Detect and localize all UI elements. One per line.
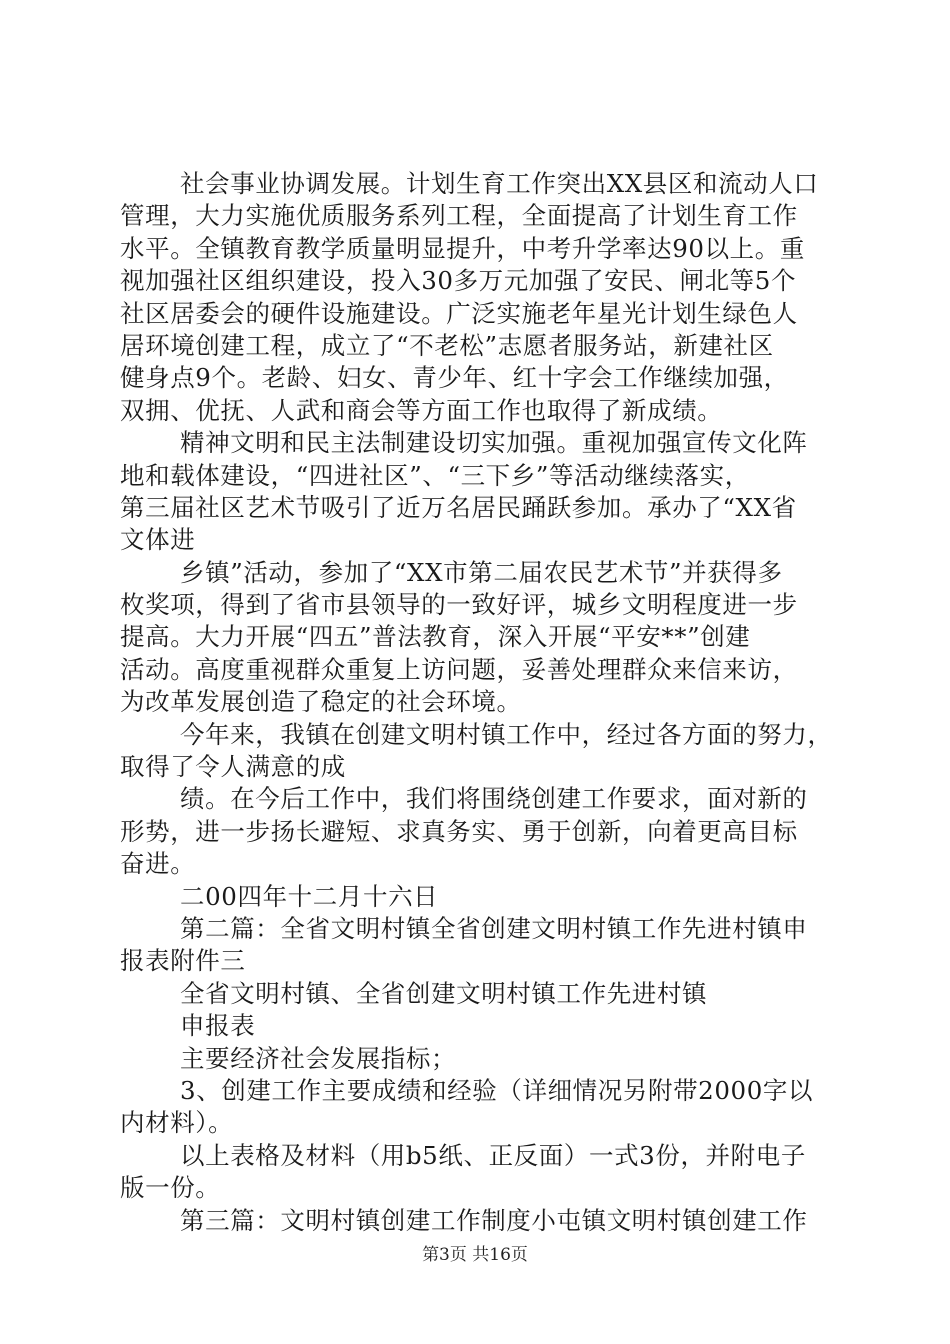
text-line: 乡镇”活动，参加了“XX市第二届农民艺术节”并获得多 xyxy=(180,557,783,587)
text-line: 形势，进一步扬长避短、求真务实、勇于创新，向着更高目标 xyxy=(120,816,798,846)
text-line: 文体进 xyxy=(120,525,196,555)
document-body xyxy=(120,168,840,1237)
text-line: 第三届社区艺术节吸引了近万名居民踊跃参加。承办了“XX省 xyxy=(120,492,797,522)
text-line: 社区居委会的硬件设施建设。广泛实施老年星光计划生绿色人 xyxy=(120,298,798,328)
text-line: 申报表 xyxy=(180,1011,256,1041)
text-line: 社会事业协调发展。计划生育工作突出XX县区和流动人口 xyxy=(180,169,819,198)
text-line: 健身点9个。老龄、妇女、青少年、红十字会工作继续加强， xyxy=(120,363,789,393)
text-line: 3、创建工作主要成绩和经验（详细情况另附带2000字以 xyxy=(180,1075,814,1105)
page-footer: 第3页 共16页 xyxy=(422,1245,528,1265)
text-line: 今年来，我镇在创建文明村镇工作中，经过各方面的努力， xyxy=(180,719,833,749)
text-line: 取得了令人满意的成 xyxy=(120,752,346,782)
text-line: 主要经济社会发展指标； xyxy=(180,1043,457,1073)
text-line: 全省文明村镇、全省创建文明村镇工作先进村镇 xyxy=(180,978,708,1008)
text-line: 居环境创建工程，成立了“不老松”志愿者服务站，新建社区 xyxy=(120,330,774,360)
text-line: 地和载体建设，“四进社区”、“三下乡”等活动继续落实， xyxy=(120,460,750,490)
text-line: 第二篇：全省文明村镇全省创建文明村镇工作先进村镇申 xyxy=(180,913,808,943)
text-line: 以上表格及材料（用b5纸、正反面）一式3份，并附电子 xyxy=(180,1140,806,1170)
text-line: 精神文明和民主法制建设切实加强。重视加强宣传文化阵 xyxy=(180,428,808,458)
text-line: 奋进。 xyxy=(120,849,196,879)
text-line: 枚奖项，得到了省市县领导的一致好评，城乡文明程度进一步 xyxy=(120,590,798,620)
text-line: 提高。大力开展“四五”普法教育，深入开展“平安**”创建 xyxy=(120,622,751,652)
text-line: 第三篇：文明村镇创建工作制度小屯镇文明村镇创建工作 xyxy=(180,1205,808,1235)
text-line: 报表附件三 xyxy=(120,946,246,976)
text-line: 内材料）。 xyxy=(120,1108,234,1138)
text-line: 活动。高度重视群众重复上访问题，妥善处理群众来信来访， xyxy=(120,654,798,684)
text-line: 为改革发展创造了稳定的社会环境。 xyxy=(120,687,522,717)
text-line: 二00四年十二月十六日 xyxy=(180,881,439,911)
text-line: 管理，大力实施优质服务系列工程，全面提高了计划生育工作 xyxy=(120,201,798,231)
text-line: 视加强社区组织建设，投入30多万元加强了安民、闸北等5个 xyxy=(120,266,797,296)
text-line: 双拥、优抚、人武和商会等方面工作也取得了新成绩。 xyxy=(120,395,723,425)
text-line: 水平。全镇教育教学质量明显提升，中考升学率达90以上。重 xyxy=(120,233,805,263)
text-line: 版一份。 xyxy=(120,1173,221,1203)
text-line: 绩。在今后工作中，我们将围绕创建工作要求，面对新的 xyxy=(180,784,808,814)
